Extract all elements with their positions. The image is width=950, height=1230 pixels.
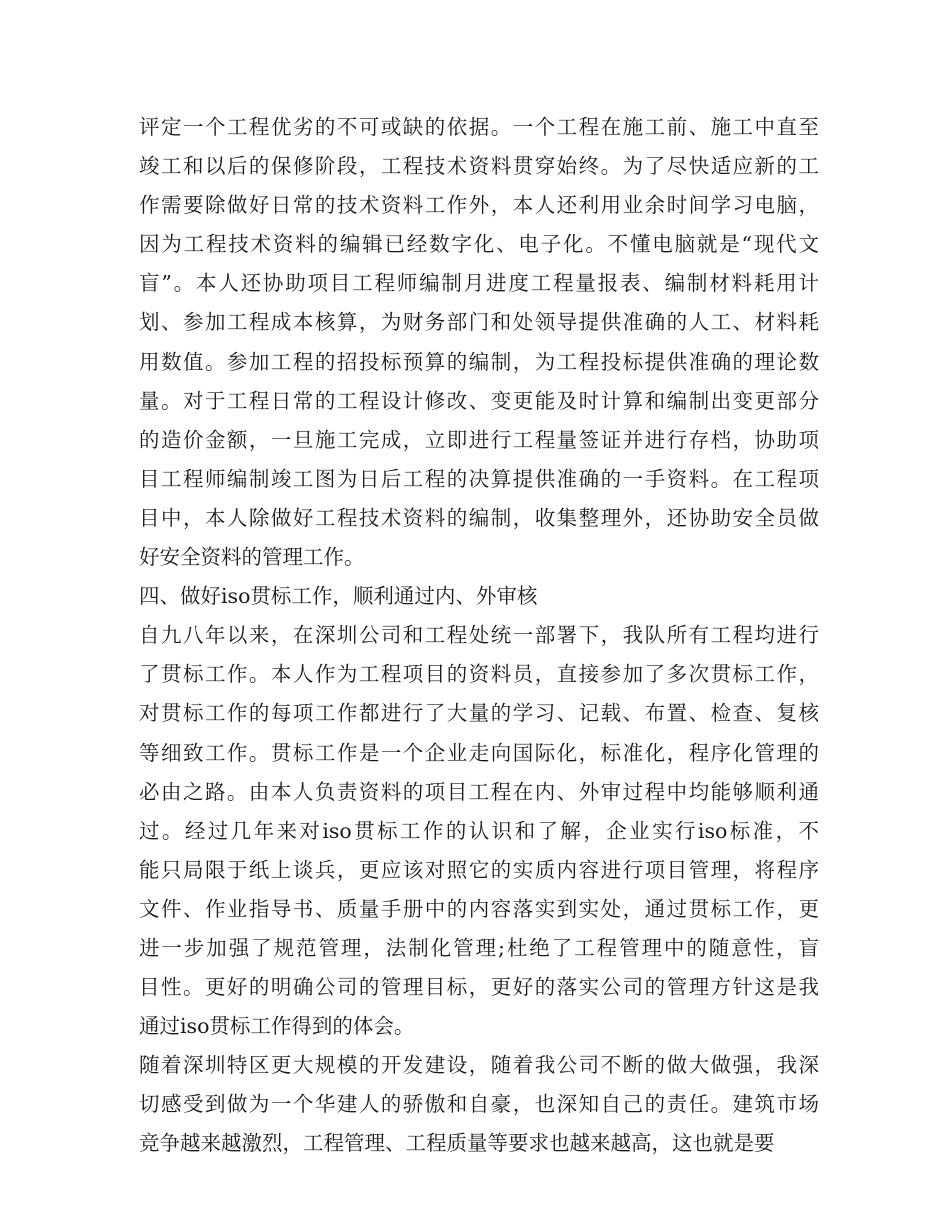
text-line: 文件、作业指导书、质量手册中的内容落实到实处，通过贯标工作，更 (139, 896, 819, 921)
text-line: 进一步加强了规范管理，法制化管理;杜绝了工程管理中的随意性，盲 (139, 935, 819, 960)
text-line: 盲”。本人还协助项目工程师编制月进度工程量报表、编制材料耗用计 (139, 271, 819, 296)
text-line: 目性。更好的明确公司的管理目标，更好的落实公司的管理方针这是我 (139, 975, 819, 1000)
text-line: 用数值。参加工程的招投标预算的编制，为工程投标提供准确的理论数 (139, 349, 819, 374)
text-line: 了贯标工作。本人作为工程项目的资料员，直接参加了多次贯标工作， (139, 662, 819, 687)
text-line: 目中，本人除做好工程技术资料的编制，收集整理外，还协助安全员做 (139, 505, 819, 530)
text-line: 通过iso贯标工作得到的体会。 (139, 1014, 415, 1039)
text-line: 划、参加工程成本核算，为财务部门和处领导提供准确的人工、材料耗 (139, 310, 819, 335)
text-line: 评定一个工程优劣的不可或缺的依据。一个工程在施工前、施工中直至 (139, 115, 819, 139)
paragraph (139, 108, 819, 577)
text-line: 必由之路。由本人负责资料的项目工程在内、外审过程中均能够顺利通 (139, 779, 819, 804)
paragraph (139, 1046, 819, 1163)
text-line: 竞争越来越激烈，工程管理、工程质量等要求也越来越高，这也就是要 (139, 1131, 775, 1156)
paragraph (139, 616, 819, 1046)
text-line: 随着深圳特区更大规模的开发建设，随着我公司不断的做大做强，我深 (139, 1053, 819, 1078)
text-line: 的造价金额，一旦施工完成，立即进行工程量签证并进行存档，协助项 (139, 427, 819, 452)
text-line: 四、做好iso贯标工作，顺利通过内、外审核 (139, 584, 538, 609)
text-line: 对贯标工作的每项工作都进行了大量的学习、记载、布置、检查、复核 (139, 701, 819, 726)
text-line: 量。对于工程日常的工程设计修改、变更能及时计算和编制出变更部分 (139, 388, 819, 413)
section-heading (139, 577, 819, 616)
text-line: 目工程师编制竣工图为日后工程的决算提供准确的一手资料。在工程项 (139, 466, 819, 491)
text-line: 过。经过几年来对iso贯标工作的认识和了解，企业实行iso标准，不 (139, 818, 819, 843)
text-line: 因为工程技术资料的编辑已经数字化、电子化。不懂电脑就是“现代文 (139, 232, 819, 257)
text-line: 自九八年以来，在深圳公司和工程处统一部署下，我队所有工程均进行 (139, 623, 819, 648)
text-line: 竣工和以后的保修阶段，工程技术资料贯穿始终。为了尽快适应新的工 (139, 154, 819, 179)
text-line: 作需要除做好日常的技术资料工作外，本人还利用业余时间学习电脑， (139, 193, 819, 218)
text-line: 好安全资料的管理工作。 (139, 545, 365, 570)
document-body (139, 108, 819, 1164)
text-line: 等细致工作。贯标工作是一个企业走向国际化，标准化，程序化管理的 (139, 740, 819, 765)
text-line: 能只局限于纸上谈兵，更应该对照它的实质内容进行项目管理，将程序 (139, 857, 819, 882)
text-line: 切感受到做为一个华建人的骄傲和自豪，也深知自己的责任。建筑市场 (139, 1092, 819, 1117)
